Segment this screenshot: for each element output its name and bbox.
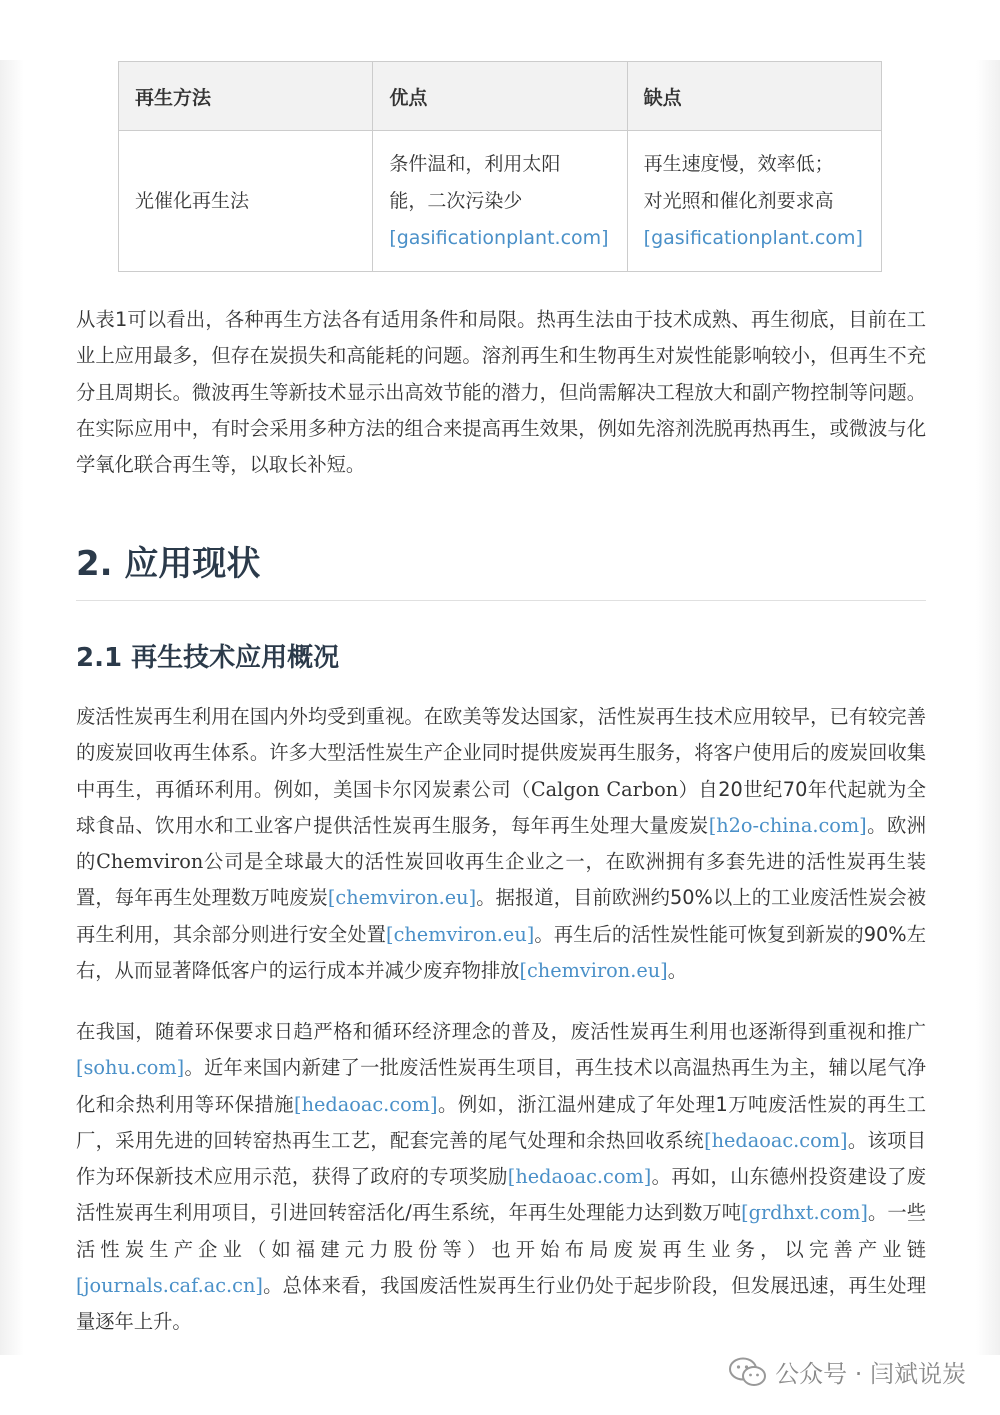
para2-text-7: 。总体来看，我国废活性炭再生行业仍处于起步阶段，但发展迅速，再生处理量逐年上升。 bbox=[76, 1274, 926, 1334]
paragraph-china bbox=[76, 1014, 926, 1341]
para1-text-1: 废活性炭再生利用在国内外均受到重视。在欧美等发达国家，活性炭再生技术应用较早，已有较完善的废炭回收再生体系。许多大型活性炭生产企业同时提供废炭再生服务，将客户使用后的废炭回收集中再生，再循环利用。例如，美国卡尔冈炭素公司（ bbox=[76, 705, 926, 801]
para1-text-4: 。欧洲的 bbox=[76, 813, 927, 874]
reference-link-hedaoac-2[interactable]: [hedaoac.com] bbox=[704, 1128, 848, 1152]
page-edge-right bbox=[976, 60, 1000, 1355]
para1-text-7: 。据报道，目前欧洲约50%以上的工业废活性炭会被再生利用，其余部分则进行安全处置 bbox=[76, 886, 926, 946]
pros-reference-link[interactable]: [gasificationplant.com] bbox=[389, 226, 609, 249]
regeneration-methods-table bbox=[118, 61, 882, 272]
table-row bbox=[119, 131, 882, 272]
wechat-icon bbox=[729, 1357, 767, 1387]
reference-link-sohu[interactable]: [sohu.com] bbox=[76, 1056, 185, 1080]
para1-text-9: 。 bbox=[667, 959, 687, 983]
pros-line-2: 能，二次污染少 bbox=[389, 189, 523, 212]
reference-link-chemviron-1[interactable]: [chemviron.eu] bbox=[327, 886, 477, 910]
para1-text-6: 公司是全球最大的活性炭回收再生企业之一，在欧洲拥有多套先进的活性炭再生装置，每年再生处理数万吨废炭 bbox=[76, 850, 926, 910]
para2-text-1: 在我国，随着环保要求日趋严格和循环经济理念的普及，废活性炭再生利用也逐渐得到重视和推广 bbox=[76, 1020, 926, 1043]
cons-line-2: 对光照和催化剂要求高 bbox=[643, 189, 834, 212]
table-header-method: 再生方法 bbox=[119, 62, 373, 131]
para2-text-2: 。近年来国内新建了一批废活性炭再生项目，再生技术以高温热再生为主，辅以尾气净化和余热利用等环保措施 bbox=[76, 1056, 926, 1116]
reference-link-hedaoac-3[interactable]: [hedaoac.com] bbox=[507, 1165, 652, 1189]
para1-text-chemviron: Chemviron bbox=[96, 850, 204, 874]
para2-text-5: 。再如，山东德州投资建设了废活性炭再生利用项目，引进回转窑活化/再生系统，年再生处理能力达到数万吨 bbox=[76, 1165, 927, 1225]
reference-link-journals-caf[interactable]: [journals.caf.ac.cn] bbox=[76, 1274, 263, 1298]
pros-line-1: 条件温和，利用太阳 bbox=[389, 152, 561, 175]
wechat-watermark bbox=[729, 1354, 966, 1389]
subsection-title: 2.1 再生技术应用概况 bbox=[76, 643, 340, 673]
table-cell-pros bbox=[373, 131, 627, 272]
para2-text-4: 。该项目作为环保新技术应用示范，获得了政府的专项奖励 bbox=[76, 1128, 927, 1189]
para1-text-calgon: Calgon Carbon bbox=[530, 777, 679, 801]
reference-link-h2o-china[interactable]: [h2o-china.com] bbox=[708, 813, 867, 837]
para1-text-3: ）自20世纪70年代起就为全球食品、饮用水和工业客户提供活性炭再生服务，每年再生处理大量废炭 bbox=[76, 777, 927, 837]
paragraph-international bbox=[76, 699, 926, 989]
para2-text-3: 。例如，浙江温州建成了年处理1万吨废活性炭的再生工厂，采用先进的回转窑热再生工艺，配套完善的尾气处理和余热回收系统 bbox=[76, 1092, 927, 1152]
summary-paragraph: 从表1可以看出，各种再生方法各有适用条件和局限。热再生法由于技术成熟、再生彻底，目前在工业上应用最多，但存在炭损失和高能耗的问题。溶剂再生和生物再生对炭性能影响较小，但再生不充分且周期长。微波再生等新技术显示出高效节能的潜力，但尚需解决工程放大和副产物控制等问题。在实际应用中，有时会采用多种方法的组合来提高再生效果，例如先溶剂洗脱再热再生，或微波与化学氧化联合再生等，以取长补短。 bbox=[76, 308, 926, 477]
watermark-text: 公众号 · 闫斌说炭 bbox=[775, 1360, 966, 1388]
reference-link-chemviron-2[interactable]: [chemviron.eu] bbox=[386, 922, 535, 946]
section-divider bbox=[76, 600, 926, 601]
table-header-cons: 缺点 bbox=[627, 62, 881, 131]
table-cell-method: 光催化再生法 bbox=[119, 131, 373, 272]
cons-line-1: 再生速度慢，效率低； bbox=[643, 152, 834, 175]
reference-link-chemviron-3[interactable]: [chemviron.eu] bbox=[519, 959, 668, 983]
reference-link-grdhxt[interactable]: [grdhxt.com] bbox=[741, 1201, 868, 1225]
table-header-row bbox=[119, 62, 882, 131]
section-title: 2. 应用现状 bbox=[76, 544, 261, 584]
table-cell-cons bbox=[627, 131, 881, 272]
reference-link-hedaoac-1[interactable]: [hedaoac.com] bbox=[294, 1092, 438, 1116]
table-header-pros: 优点 bbox=[373, 62, 627, 131]
para1-text-8: 。再生后的活性炭性能可恢复到新炭的90%左右，从而显著降低客户的运行成本并减少废弃物排放 bbox=[76, 922, 927, 983]
cons-reference-link[interactable]: [gasificationplant.com] bbox=[643, 226, 863, 249]
para2-text-6: 。一些活性炭生产企业（如福建元力股份等）也开始布局废炭再生业务，以完善产业链 bbox=[76, 1201, 926, 1261]
page-edge-left bbox=[0, 60, 24, 1355]
